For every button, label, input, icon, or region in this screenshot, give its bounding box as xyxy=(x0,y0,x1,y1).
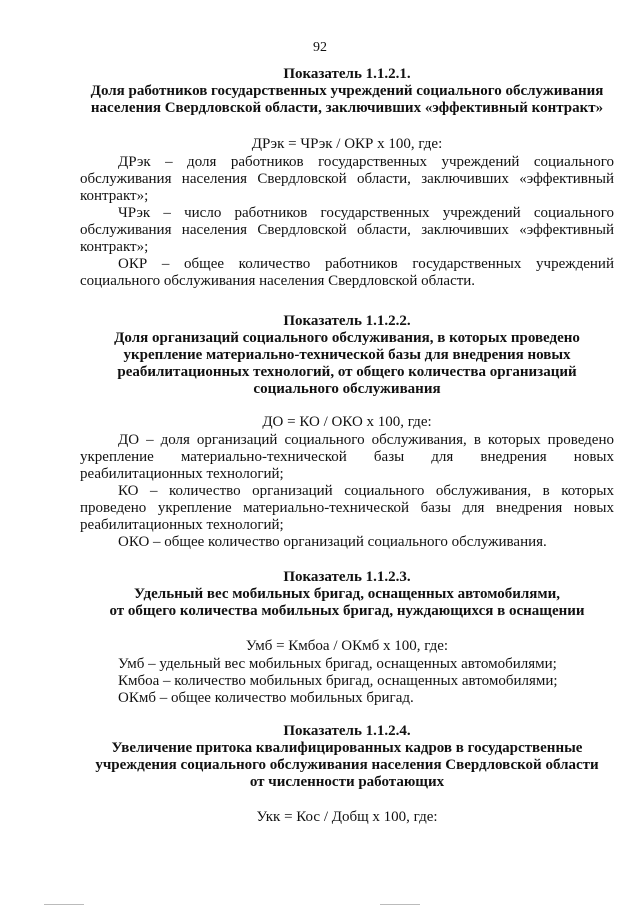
section-3 xyxy=(80,569,614,620)
definition-line: Кмбоа – количество мобильных бригад, оснащенных автомобилями; xyxy=(118,673,558,689)
definition-line: ДРэк – доля работников государственных учреждений социального xyxy=(118,154,614,170)
formula-2: ДО = КО / ОКО х 100, где: xyxy=(262,414,432,430)
definition-line: КО – количество организаций социального обслуживания, в которых xyxy=(118,483,614,499)
section-heading: Показатель 1.1.2.1. xyxy=(283,66,411,82)
section-title-line: укрепление материально-технической базы для внедрения новых xyxy=(123,347,571,363)
definition-line: контракт»; xyxy=(80,188,149,204)
definition-line: проведено укрепление материально-технической базы для внедрения новых xyxy=(80,500,614,516)
page-number: 92 xyxy=(313,40,327,55)
definition-line: социального обслуживания населения Свердловской области. xyxy=(80,273,476,289)
definition-line: ОКмб – общее количество мобильных бригад. xyxy=(118,690,414,706)
section-title-line: от общего количества мобильных бригад, нуждающихся в оснащении xyxy=(109,603,585,619)
section-heading: Показатель 1.1.2.3. xyxy=(283,569,411,585)
definitions-1 xyxy=(80,154,614,290)
section-4 xyxy=(80,723,614,791)
section-title-line: учреждения социального обслуживания населения Свердловской области xyxy=(95,757,599,773)
definition-line: обслуживания населения Свердловской области, заключивших «эффективный xyxy=(80,171,614,187)
section-title-line: населения Свердловской области, заключивших «эффективный контракт» xyxy=(90,100,604,116)
section-title-line: реабилитационных технологий, от общего количества организаций xyxy=(117,364,577,380)
definition-line: Умб – удельный вес мобильных бригад, оснащенных автомобилями; xyxy=(118,656,557,672)
definition-line: ЧРэк – число работников государственных учреждений социального xyxy=(118,205,614,221)
definition-line: ОКР – общее количество работников государственных учреждений xyxy=(118,256,614,272)
definition-line: ДО – доля организаций социального обслуживания, в которых проведено xyxy=(118,432,614,448)
formula-4: Укк = Кос / Добщ х 100, где: xyxy=(256,809,438,825)
section-1 xyxy=(80,66,614,117)
definition-line: обслуживания населения Свердловской области, заключивших «эффективный xyxy=(80,222,614,238)
section-title-line: Удельный вес мобильных бригад, оснащенных автомобилями, xyxy=(133,586,561,602)
formula-3: Умб = Кмбоа / ОКмб х 100, где: xyxy=(245,638,449,654)
definitions-2 xyxy=(80,432,614,551)
definition-line: ОКО – общее количество организаций социального обслуживания. xyxy=(118,534,547,550)
section-title-line: социального обслуживания xyxy=(253,381,441,397)
definitions-3 xyxy=(80,656,614,707)
definition-line: контракт»; xyxy=(80,239,149,255)
definition-line: реабилитационных технологий; xyxy=(80,466,284,482)
section-heading: Показатель 1.1.2.2. xyxy=(283,313,411,329)
section-2 xyxy=(80,313,614,398)
definition-line: укрепление материально-технической базы для внедрения новых xyxy=(80,449,614,465)
formula-1: ДРэк = ЧРэк / ОКР х 100, где: xyxy=(251,136,443,152)
section-heading: Показатель 1.1.2.4. xyxy=(283,723,411,739)
section-title-line: от численности работающих xyxy=(249,774,445,790)
section-title-line: Доля работников государственных учреждений социального обслуживания xyxy=(90,83,604,99)
section-title-line: Доля организаций социального обслуживания, в которых проведено xyxy=(114,330,580,346)
section-title-line: Увеличение притока квалифицированных кадров в государственные xyxy=(111,740,583,756)
definition-line: реабилитационных технологий; xyxy=(80,517,284,533)
